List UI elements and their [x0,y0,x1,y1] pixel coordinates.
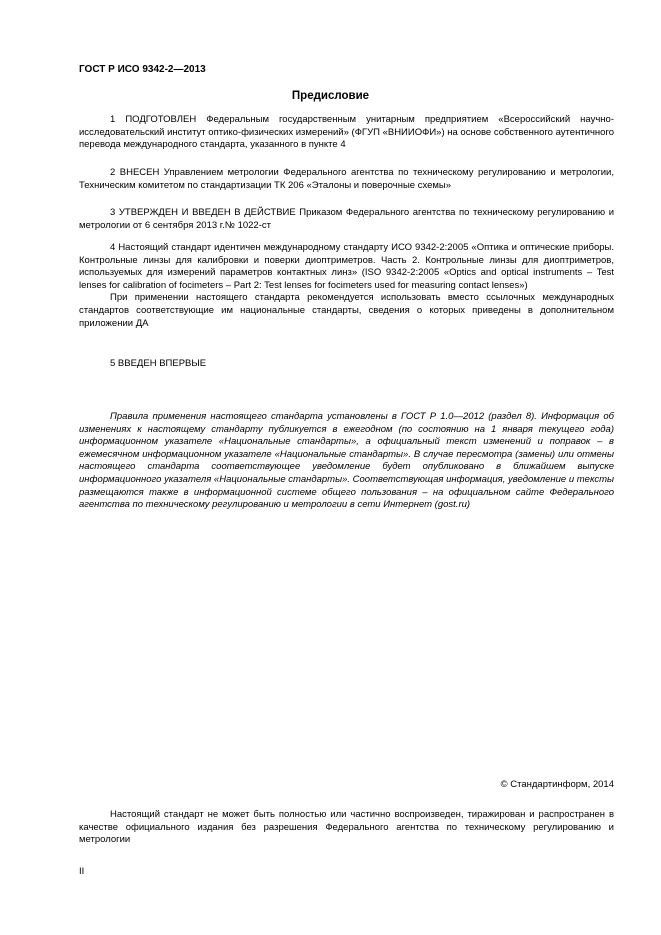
foreword-item-2-text: 2 ВНЕСЕН Управлением метрологии Федерального агентства по техническому регулированию и метрологии, Техническим комитетом по стандартизации ТК 206 «Эталоны и поверочные схемы» [79,167,614,191]
document-code: ГОСТ Р ИСО 9342-2—2013 [79,64,206,75]
foreword-item-4-note: При применении настоящего стандарта рекомендуется использовать вместо ссылочных международных стандартов соответствующие им национальные стандарты, сведения о которых приведены в дополнительном приложении ДА [79,292,614,329]
foreword-item-3 [79,207,614,232]
foreword-item-3-text: 3 УТВЕРЖДЕН И ВВЕДЕН В ДЕЙСТВИЕ Приказом Федерального агентства по техническому регулированию и метрологии от 6 сентября 2013 г.№ 1022-ст [79,207,614,231]
reproduction-notice [79,809,614,847]
foreword-item-1-text: 1 ПОДГОТОВЛЕН Федеральным государственным унитарным предприятием «Всероссийский научно-исследовательский институт оптико-физических измерений» (ФГУП «ВНИИОФИ») на основе собственного аутентичного перевода международного стандарта, указанного в пункте 4 [79,114,614,151]
foreword-item-1 [79,114,614,152]
foreword-item-2 [79,167,614,192]
foreword-item-4 [79,242,614,330]
application-notice [79,411,614,512]
foreword-item-5 [79,358,614,371]
copyright: © Стандартинформ, 2014 [500,779,614,790]
page-number: II [79,866,85,877]
page-title: Предисловие [291,90,370,102]
foreword-item-4-text: 4 Настоящий стандарт идентичен международному стандарту ИСО 9342-2:2005 «Оптика и оптические приборы. Контрольные линзы для калибровки и поверки диоптриметров. Часть 2. Контрольные линзы для диоптриметров, используемых для измерений параметров контактных линз» (ISO 9342-2:2005 «Optics and optical instruments – Test lenses for calibration of focimeters – Part 2: Test lenses for focimeters used for measuring contact lenses») [79,242,614,291]
application-notice-text: Правила применения настоящего стандарта установлены в ГОСТ Р 1.0—2012 (раздел 8). Информация об изменениях к настоящему стандарту публикуется в ежегодном (по состоянию на 1 января текущего года) информационном указателе «Национальные стандарты», а официальный текст изменений и поправок – в ежемесячном информационном указателе «Национальные стандарты». В случае пересмотра (замены) или отмены настоящего стандарта соответствующее уведомление будет опубликовано в ближайшем выпуске информационного указателя «Национальные стандарты». Соответствующая информация, уведомление и тексты размещаются также в информационной системе общего пользования – на официальном сайте Федерального агентства по техническому регулированию и метрологии в сети Интернет (gost.ru) [79,411,614,511]
foreword-item-5-text: 5 ВВЕДЕН ВПЕРВЫЕ [110,358,207,369]
reproduction-notice-text: Настоящий стандарт не может быть полностью или частично воспроизведен, тиражирован и распространен в качестве официального издания без разрешения Федерального агентства по техническому регулированию и метрологии [79,809,614,846]
